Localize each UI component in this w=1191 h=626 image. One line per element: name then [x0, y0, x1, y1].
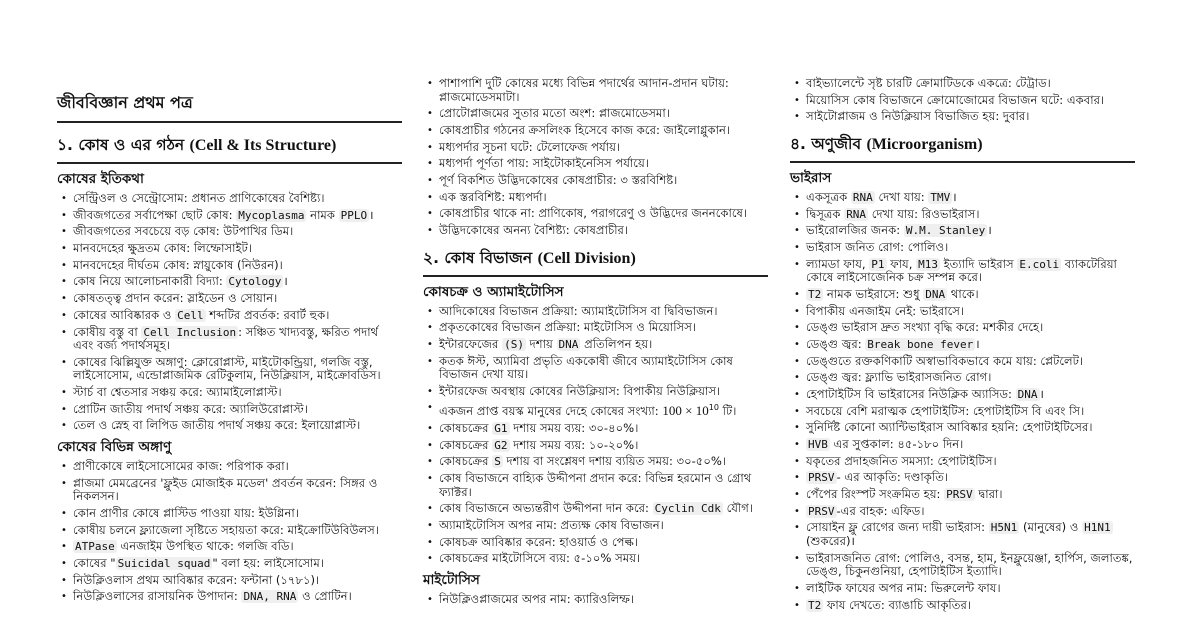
item-text: পাশাপাশি দুটি কোষের মধ্যে বিভিন্ন পদার্থের আদান-প্রদান ঘটায়: প্লাজমোডেসমাটা। — [439, 76, 729, 104]
item-text: দশায় সময় ব্যয়: ১০-২০%। — [509, 437, 639, 452]
item-text: একজন প্রাপ্ত বয়স্ক মানুষের দেহে কোষের সংখ্যা: — [439, 404, 663, 419]
bullet-list — [423, 593, 768, 607]
inline-code: ATPase — [75, 540, 115, 554]
list-item — [71, 557, 402, 571]
item-text: মধ্যপর্দা পূর্ণতা পায়: সাইটোকাইনেসিস পর্যায়ে। — [439, 156, 649, 171]
list-item — [804, 371, 1135, 385]
list-item — [437, 536, 768, 550]
inline-code: M13 — [918, 257, 938, 271]
item-text: কোষচক্রের — [439, 454, 493, 469]
item-text: । — [952, 189, 957, 204]
list-item — [804, 521, 1135, 548]
list-item — [804, 582, 1135, 596]
item-text: : সঞ্চিত খাদ্যবস্তু, ক্ষরিত পদার্থ এবং বর্জ্য পদার্থসমূহ। — [73, 324, 379, 352]
item-text: ফায দেখতে: ব্যাঙাচি আকৃতির। — [823, 597, 971, 612]
item-text: কোষচক্র আবিষ্কার করেন: হাওয়ার্ড ও পেল্ক। — [439, 534, 639, 549]
list-item — [804, 77, 1135, 91]
item-text: থাকে। — [947, 286, 979, 301]
list-item — [804, 94, 1135, 108]
list-item — [71, 386, 402, 400]
inline-code: T2 — [808, 287, 822, 301]
item-text: নিউক্লিওলাস প্রথম আবিষ্কার করেন: ফন্টানা (১৭৮১)। — [73, 572, 320, 587]
section-heading — [57, 133, 402, 164]
item-text: কোষচক্রের — [439, 420, 493, 435]
item-text: এক স্তরবিশিষ্ট: মধ্যপর্দা। — [439, 189, 547, 204]
list-item — [437, 191, 768, 205]
list-item — [437, 224, 768, 238]
inline-code: W.M. Stanley — [905, 224, 986, 238]
item-text: যকৃতের প্রদাহজনিত সমস্যা: হেপাটাইটিস। — [806, 453, 997, 468]
inline-code: Break bone fever — [867, 337, 974, 351]
list-item — [437, 124, 768, 138]
column-3 — [790, 77, 1135, 615]
list-item — [437, 502, 768, 516]
item-text: যৌগ। — [722, 501, 754, 516]
bullet-list — [790, 77, 1135, 124]
item-text: টি। — [718, 404, 737, 419]
list-item — [804, 258, 1135, 285]
list-item — [71, 403, 402, 417]
item-text: প্রাণীকোষে লাইসোসোমের কাজ: পরিপাক করা। — [73, 458, 289, 473]
document-title: জীববিজ্ঞান প্রথম পত্র — [57, 88, 402, 123]
list-item — [804, 471, 1135, 485]
item-text: । — [369, 207, 374, 222]
item-text: ভাইরাসজনিত রোগ: পোলিও, বসন্ত, হাম, ইনফ্লুয়েঞ্জা, হার্পিস, জলাতঙ্ক, ডেঙ্গু, চিকুনগুনিয়া, হেপাটাইটিস ইত্যাদি। — [806, 550, 1133, 579]
inline-code: DNA — [558, 337, 579, 351]
subsection-heading: মাইটোসিস — [423, 571, 480, 588]
inline-code: HVB — [808, 438, 828, 451]
item-text: কোষীয় চলনে ফ্ল্যাজেলা সৃষ্টিতে সহায়তা করে: মাইক্রোটিউবিউলস। — [73, 522, 379, 537]
item-text: কোষপ্রাচীর থাকে না: প্রাণিকোষ, পরাগরেণু ও উদ্ভিদের জননকোষে। — [439, 206, 748, 221]
item-text: প্রকৃতকোষের বিভাজন প্রক্রিয়া: মাইটোসিস ও মিয়োসিস। — [439, 320, 696, 335]
list-item — [437, 77, 768, 104]
superscript: 10 — [708, 403, 719, 413]
item-text: কোষের " — [73, 555, 116, 570]
section-heading-en: (Microorganism) — [866, 135, 983, 153]
item-text: । — [283, 274, 288, 289]
list-item — [804, 338, 1135, 352]
list-item — [804, 191, 1135, 205]
item-text: সোয়াইন ফ্লু রোগের জন্য দায়ী ভাইরাস: — [806, 520, 989, 535]
list-item — [71, 507, 402, 521]
list-item — [804, 288, 1135, 302]
item-text: ব্যাকটেরিয়া কোষে লাইসোজেনিক চক্র সম্পন্ন করে। — [806, 256, 1117, 285]
item-text: সাইটোপ্লাজম ও নিউক্লিয়াস বিভাজিত হয়: দুবার। — [806, 109, 1030, 124]
list-item — [437, 472, 768, 499]
list-item — [437, 305, 768, 319]
list-item — [804, 208, 1135, 222]
inline-code: PRSV — [946, 488, 973, 502]
item-text: সবচেয়ে বেশি মরাত্মক হেপাটাইটিস: হেপাটাইটিস বি এবং সি। — [806, 403, 1085, 418]
item-text: আদিকোষের বিভাজন প্রক্রিয়া: অ্যামাইটোসিস বা দ্বিবিভাজন। — [439, 303, 718, 318]
list-item — [71, 209, 402, 223]
list-item — [71, 460, 402, 474]
list-item — [804, 488, 1135, 502]
item-text: নিউক্লিওলাসের রাসায়নিক উপাদান: — [73, 589, 242, 604]
item-text: জীবজগতের সবচেয়ে বড় কোষ: উটপাখির ডিম। — [73, 224, 294, 239]
section-heading — [423, 246, 768, 277]
item-text: এর সুপ্তকাল: ৪৫-১৮০ দিন। — [829, 437, 964, 451]
item-text: ইন্টারফেজ অবস্থায় কোষের নিউক্লিয়াস: বিপাকীয় নিউক্লিয়াস। — [439, 383, 721, 398]
inline-code: Suicidal squad — [117, 556, 211, 570]
item-text: (মানুষের) ও — [1019, 520, 1083, 535]
item-text: দ্বিসূত্রক — [806, 206, 845, 221]
inline-code: RNA — [846, 207, 867, 221]
list-item — [71, 356, 402, 383]
list-item — [71, 225, 402, 239]
list-item — [437, 157, 768, 171]
inline-code: Cell — [177, 308, 204, 322]
item-text: (শুকরের)। — [806, 533, 855, 548]
inline-code: E.coli — [1019, 257, 1060, 271]
list-item — [804, 388, 1135, 402]
list-item — [437, 552, 768, 566]
item-text: শব্দটির প্রবর্তক: রবার্ট হুক। — [205, 307, 330, 322]
item-text: কোষতত্ত্ব প্রদান করেন: স্লাইডেন ও সোয়ান। — [73, 291, 278, 306]
item-text: ও প্রোটিন। — [298, 589, 352, 604]
item-text: বিপাকীয় এনজাইম নেই: ভাইরাসে। — [806, 303, 965, 318]
section-heading — [790, 132, 1135, 163]
item-text: দশায় বা সংশ্লেষণ দশায় ব্যয়িত সময়: ৩০-৫০%। — [502, 454, 727, 469]
item-text: মানবদেহের দীর্ঘতম কোষ: স্নায়ুকোষ (নিউরন)। — [73, 257, 283, 272]
bullet-list — [790, 191, 1135, 612]
list-item — [804, 421, 1135, 435]
item-text: কোষপ্রাচীর গঠনের ক্রসলিংক হিসেবে কাজ করে: জাইলোগ্লুকান। — [439, 122, 731, 137]
section-heading-en: (Cell & Its Structure) — [189, 137, 337, 154]
list-item — [437, 385, 768, 399]
list-item — [804, 355, 1135, 369]
section-heading-bn: ২. কোষ বিভাজন — [423, 248, 538, 267]
list-item — [804, 438, 1135, 452]
list-item — [437, 174, 768, 188]
item-text: ডেঙ্গু জ্বর: — [806, 336, 866, 351]
list-item — [437, 593, 768, 607]
inline-code: S — [494, 455, 501, 469]
list-item — [804, 552, 1135, 579]
item-text: কোষ বিভাজনে বাহ্যিক উদ্দীপনা প্রদান করে: বিভিন্ন হরমোন ও গ্রোথ ফ্যাক্টর। — [439, 471, 752, 499]
inline-code: RNA — [852, 190, 873, 204]
subsection-heading: কোষচক্র ও অ্যামাইটোসিস — [423, 283, 564, 300]
item-text: একসূত্রক — [806, 189, 851, 204]
inline-code: PRSV — [808, 504, 835, 518]
item-text: উদ্ভিদকোষের অনন্য বৈশিষ্ট্য: কোষপ্রাচীর। — [439, 223, 629, 237]
item-text: - এর আকৃতি: দণ্ডাকৃতি। — [836, 470, 949, 485]
item-text: দ্বারা। — [974, 487, 1003, 502]
item-text: দেখা যায়: — [874, 189, 929, 204]
inline-code: PRSV — [808, 471, 835, 485]
list-item — [437, 355, 768, 382]
item-text: ফায, — [886, 256, 917, 271]
list-item — [437, 141, 768, 155]
bullet-list — [423, 305, 768, 566]
inline-code: H5N1 — [990, 521, 1018, 535]
inline-code: G2 — [494, 438, 508, 452]
list-item — [804, 110, 1135, 124]
list-item — [437, 519, 768, 533]
item-text: মধ্যপর্দার সূচনা ঘটে: টেলোফেজ পর্যায়। — [439, 139, 621, 154]
bullet-list — [57, 460, 402, 604]
item-text: কোন প্রাণীর কোষে প্লাস্টিড পাওয়া যায়: ইউগ্লিনা। — [73, 505, 299, 520]
item-text: । — [1039, 386, 1044, 401]
item-text: ভাইরাস জনিত রোগ: পোলিও। — [806, 239, 949, 254]
item-text: -এর বাহক: এফিড। — [836, 503, 925, 518]
item-text: প্রোটিন জাতীয় পদার্থ সঞ্চয় করে: অ্যালিউরোপ্লাস্ট। — [73, 401, 308, 416]
subsection-heading: ভাইরাস — [790, 169, 832, 186]
list-item — [804, 455, 1135, 469]
list-item — [71, 292, 402, 306]
item-text: কোষ বিভাজনে অভ্যন্তরীণ উদ্দীপনা দান করে: — [439, 501, 653, 516]
item-text: কোষচক্রের মাইটোসিসে ব্যয়: ৫-১০% সময়। — [439, 551, 641, 566]
list-item — [71, 309, 402, 323]
list-item — [804, 305, 1135, 319]
item-text: নিউক্লিওপ্লাজমের অপর নাম: ক্যারিওলিম্ফ। — [439, 591, 635, 606]
subsection-heading: কোষের ইতিকথা — [57, 171, 144, 187]
list-item — [71, 540, 402, 554]
column-1 — [57, 88, 402, 607]
inline-code: DNA — [925, 287, 946, 301]
section-heading-en: (Cell Division) — [537, 249, 636, 267]
item-text: " বলা হয়: লাইসোসোম। — [212, 555, 324, 570]
list-item — [71, 326, 402, 353]
list-item — [437, 321, 768, 335]
item-text: ডেঙ্গু জ্বর: ফ্ল্যাভি ভাইরাসজনিত রোগ। — [806, 370, 992, 385]
list-item — [71, 242, 402, 256]
item-text: মিয়োসিস কোষ বিভাজনে ক্রোমোজোমের বিভাজন ঘটে: একবার। — [806, 92, 1105, 107]
inline-code: G1 — [494, 421, 508, 435]
item-text: । — [987, 223, 992, 238]
item-text: কোষের আবিষ্কারক ও — [73, 307, 176, 322]
inline-code: DNA — [1017, 387, 1038, 401]
list-item — [437, 455, 768, 469]
item-text: জীবজগতের সর্বাপেক্ষা ছোট কোষ: — [73, 207, 237, 222]
list-item — [804, 241, 1135, 255]
item-text: পূর্ণ বিকশিত উদ্ভিদকোষের কোষপ্রাচীর: ৩ স্তরবিশিষ্ট। — [439, 172, 678, 187]
list-item — [71, 590, 402, 604]
subsection-heading: কোষের বিভিন্ন অঙ্গাণু — [57, 438, 172, 455]
item-text: দশায় সময় ব্যয়: ৩০-৪০%। — [509, 420, 639, 435]
list-item — [71, 574, 402, 588]
item-text: ডেঙ্গু ভাইরাস দ্রুত সংখ্যা বৃদ্ধি করে: মশকীর দেহে। — [806, 320, 1044, 335]
item-text: ভাইরোলজির জনক: — [806, 223, 904, 238]
list-item — [437, 107, 768, 121]
inline-code: Mycoplasma — [238, 208, 305, 222]
list-item — [804, 405, 1135, 419]
inline-code: P1 — [871, 257, 885, 271]
item-text: ইন্টারফেজের — [439, 336, 503, 351]
item-text: নামক — [306, 207, 339, 222]
list-item — [804, 224, 1135, 238]
bullet-list — [423, 77, 768, 238]
list-item — [437, 439, 768, 453]
list-item — [804, 321, 1135, 335]
math-expression: 100 × 10 — [662, 403, 709, 419]
column-2 — [423, 77, 768, 610]
item-text: কোষীয় বস্তু বা — [73, 324, 142, 339]
list-item — [437, 422, 768, 436]
item-text: সেন্ট্রিওল ও সেন্ট্রোসোম: প্রধানত প্রাণিকোষের বৈশিষ্ট্য। — [73, 191, 325, 205]
inline-code: T2 — [808, 598, 822, 612]
item-text: । — [975, 336, 980, 351]
item-text: তেল ও স্নেহ বা লিপিড জাতীয় পদার্থ সঞ্চয় করে: ইলায়োপ্লাস্ট। — [73, 418, 361, 433]
list-item — [437, 401, 768, 418]
item-text: প্রোটোপ্লাজমের সুতার মতো অংশ: প্লাজমোডেসমা। — [439, 106, 670, 121]
item-text: ডেঙ্গুতে রক্তকণিকাটি অস্বাভাবিকভাবে কমে যায়: প্লেটলেট। — [806, 353, 1084, 368]
item-text: অ্যামাইটোসিস অপর নাম: প্রত্যক্ষ কোষ বিভাজন। — [439, 517, 664, 532]
inline-code: Cell Inclusion — [143, 325, 237, 339]
list-item — [71, 275, 402, 289]
item-text: দেখা যায়: রিওভাইরাস। — [868, 206, 980, 221]
item-text: কতক ঈস্ট, অ্যামিবা প্রভৃতি এককোষী জীবে অ্যামাইটোসিস কোষ বিভাজন দেখা যায়। — [439, 353, 733, 382]
item-text: বাইভ্যালেন্টে সৃষ্ট চারটি ক্রোমাটিডকে একত্রে: টেট্রাড। — [806, 76, 1051, 90]
item-text: এনজাইম উপস্থিত থাকে: গলজি বডি। — [116, 539, 294, 554]
item-text: কোষ নিয়ে আলোচনাকারী বিদ্যা: — [73, 274, 227, 289]
list-item — [804, 599, 1135, 613]
item-text: কোষচক্রের — [439, 437, 493, 452]
item-text: মানবদেহের ক্ষুদ্রতম কোষ: লিম্ফোসাইট। — [73, 241, 252, 256]
inline-code: (S) — [504, 337, 524, 351]
inline-code: DNA, RNA — [243, 590, 297, 604]
item-text: হেপাটাইটিস বি ভাইরাসের নিউক্লিক অ্যাসিড: — [806, 386, 1016, 401]
inline-code: TMV — [930, 190, 951, 204]
inline-code: H1N1 — [1084, 521, 1111, 535]
list-item — [804, 505, 1135, 519]
list-item — [71, 192, 402, 206]
inline-code: PPLO — [340, 208, 368, 222]
item-text: সুনির্দিষ্ট কোনো অ্যান্টিভাইরাস আবিষ্কার হয়নি: হেপাটাইটিসের। — [806, 420, 1093, 435]
list-item — [71, 419, 402, 433]
section-heading-bn: ৪. অণুজীব — [790, 134, 867, 153]
item-text: প্লাজমা মেমব্রেনের 'ফ্লুইড মোজাইক মডেল' প্রবর্তন করেন: সিঙ্গর ও নিকলসন। — [73, 475, 378, 504]
list-item — [71, 477, 402, 504]
item-text: স্টার্চ বা শ্বেতসার সঞ্চয় করে: অ্যামাইলোপ্লাস্ট। — [73, 384, 282, 399]
item-text: প্রতিলিপন হয়। — [580, 336, 653, 351]
bullet-list — [57, 192, 402, 433]
item-text: ইত্যাদি ভাইরাস — [939, 256, 1018, 271]
item-text: পেঁপের রিংস্পট সংক্রমিত হয়: — [806, 487, 945, 502]
list-item — [437, 207, 768, 221]
list-item — [71, 524, 402, 538]
item-text: দশায় — [526, 336, 557, 351]
item-text: লাইটিক ফাযের অপর নাম: ভিরুলেন্ট ফায। — [806, 580, 1001, 595]
inline-code: Cyclin Cdk — [654, 502, 721, 516]
section-heading-bn: ১. কোষ ও এর গঠন — [57, 136, 190, 154]
list-item — [71, 259, 402, 273]
item-text: ল্যামডা ফায, — [806, 256, 870, 271]
inline-code: Cytology — [228, 275, 282, 289]
list-item — [437, 338, 768, 352]
item-text: কোষের ঝিল্লিযুক্ত অঙ্গাণু: ক্লোরোপ্লাস্ট, মাইটোকন্ড্রিয়া, গলজি বস্তু, লাইসোসোম, এন্ডোপ্লাজমিক রেটিকুলাম, নিউক্লিয়াস, মাইক্রোবডিস। — [73, 354, 381, 383]
item-text: নামক ভাইরাসে: শুধু — [823, 286, 924, 301]
